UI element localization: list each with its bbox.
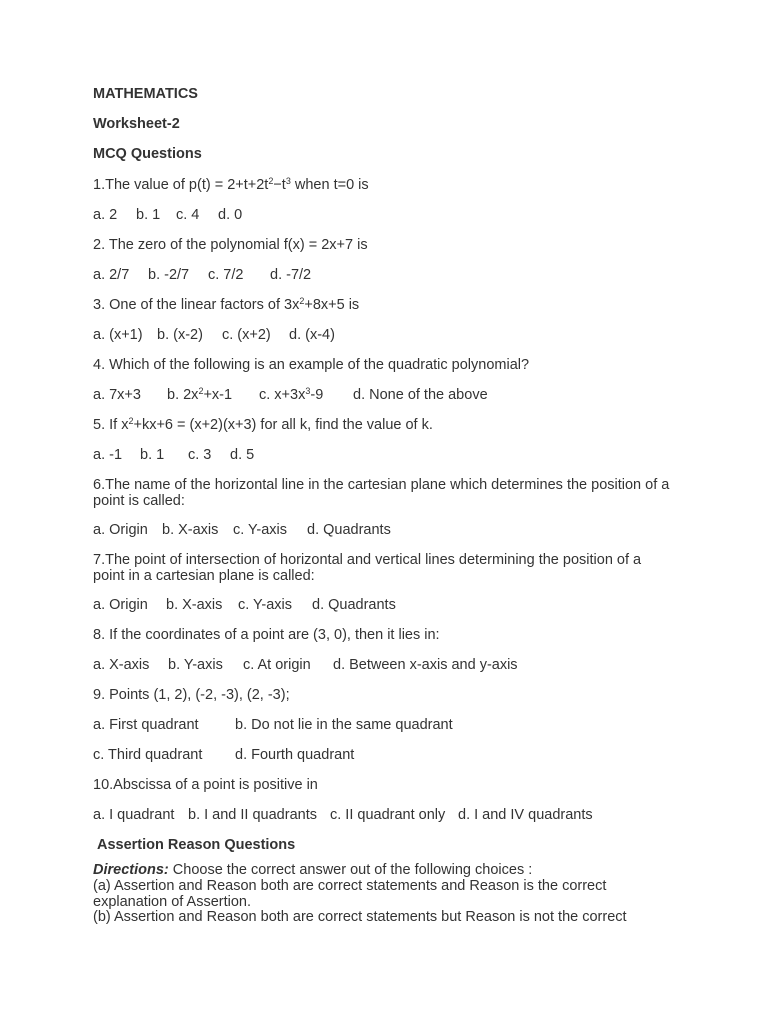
option: c. II quadrant only [330,807,446,823]
option: d. None of the above [353,387,488,403]
option: a. First quadrant [93,717,199,733]
question-7: 7.The point of intersection of horizontal and vertical lines determining the position of a point in a cartesian plane is called: [93,552,642,584]
question-10-options [93,807,683,823]
option: d. Fourth quadrant [235,747,355,763]
question-1-options [93,207,683,223]
question-2-options [93,267,683,283]
worksheet-title: Worksheet-2 [93,116,180,132]
option: b. 1 [136,207,161,223]
mcq-section-heading: MCQ Questions [93,146,202,162]
question-8: 8. If the coordinates of a point are (3, 0), then it lies in: [93,627,440,643]
option: a. Origin [93,522,148,538]
question-9-options-row-2 [93,747,683,763]
option: d. 5 [230,447,255,463]
option: d. I and IV quadrants [458,807,593,823]
option: b. X-axis [162,522,219,538]
option: b. $2x^2+x-1$ [167,386,233,403]
option: c. Third quadrant [93,747,203,763]
option: d. Quadrants [307,522,391,538]
option: d. Between x-axis and y-axis [333,657,518,673]
option: c. $x+3x^3-9$ [259,386,324,403]
option: b. (x-2) [157,327,203,343]
question-2: 2. The zero of the polynomial f(x) = 2x+7 is [93,237,368,253]
option: b. 1 [140,447,165,463]
option: c. 7/2 [208,267,244,283]
question-4: 4. Which of the following is an example of the quadratic polynomial? [93,357,530,373]
option: c. Y-axis [238,597,292,613]
option: b. X-axis [166,597,223,613]
question-1: 1.The value of $p(t) = 2+t+2t^2-t^3$ when t=0 is [93,176,369,193]
option: a. X-axis [93,657,150,673]
option: a. (x+1) [93,327,143,343]
question-7-options [93,597,683,613]
option: d. Quadrants [312,597,396,613]
option: c. 3 [188,447,212,463]
option: d. 0 [218,207,243,223]
choice-a: (a) Assertion and Reason both are correct statements and Reason is the correct explanation of Assertion. [93,878,607,910]
question-9-options-row-1 [93,717,683,733]
question-6-options [93,522,683,538]
question-6: 6.The name of the horizontal line in the cartesian plane which determines the position of a point is called: [93,477,670,509]
option: c. At origin [243,657,311,673]
directions-text: Choose the correct answer out of the following choices : [168,862,533,878]
question-5: 5. If $x^2+kx+6 = (x+2)(x+3)$ for all k, find the value of k. [93,416,433,433]
question-9: 9. Points (1, 2), (-2, -3), (2, -3); [93,687,290,703]
question-5-options [93,447,683,463]
option: a. -1 [93,447,123,463]
option: c. (x+2) [222,327,271,343]
question-10: 10.Abscissa of a point is positive in [93,777,318,793]
option: c. 4 [176,207,200,223]
option: a. I quadrant [93,807,175,823]
question-3: 3. One of the linear factors of $3x^2+8x+5$ is [93,296,360,313]
choice-b: (b) Assertion and Reason both are correct statements but Reason is not the correct [93,909,627,925]
subject-heading: MATHEMATICS [93,86,198,102]
question-8-options [93,657,683,673]
option: a. 7x+3 [93,387,141,403]
option: a. Origin [93,597,148,613]
option: d. (x-4) [289,327,335,343]
option: b. I and II quadrants [188,807,317,823]
assertion-reason-heading: Assertion Reason Questions [97,837,296,853]
option: d. -7/2 [270,267,312,283]
option: c. Y-axis [233,522,287,538]
option: b. Y-axis [168,657,223,673]
question-4-options [93,387,683,403]
option: a. 2/7 [93,267,130,283]
option: a. 2 [93,207,118,223]
directions-label: Directions: [93,862,169,878]
question-3-options [93,327,683,343]
option: b. Do not lie in the same quadrant [235,717,453,733]
option: b. -2/7 [148,267,190,283]
directions [93,862,683,878]
